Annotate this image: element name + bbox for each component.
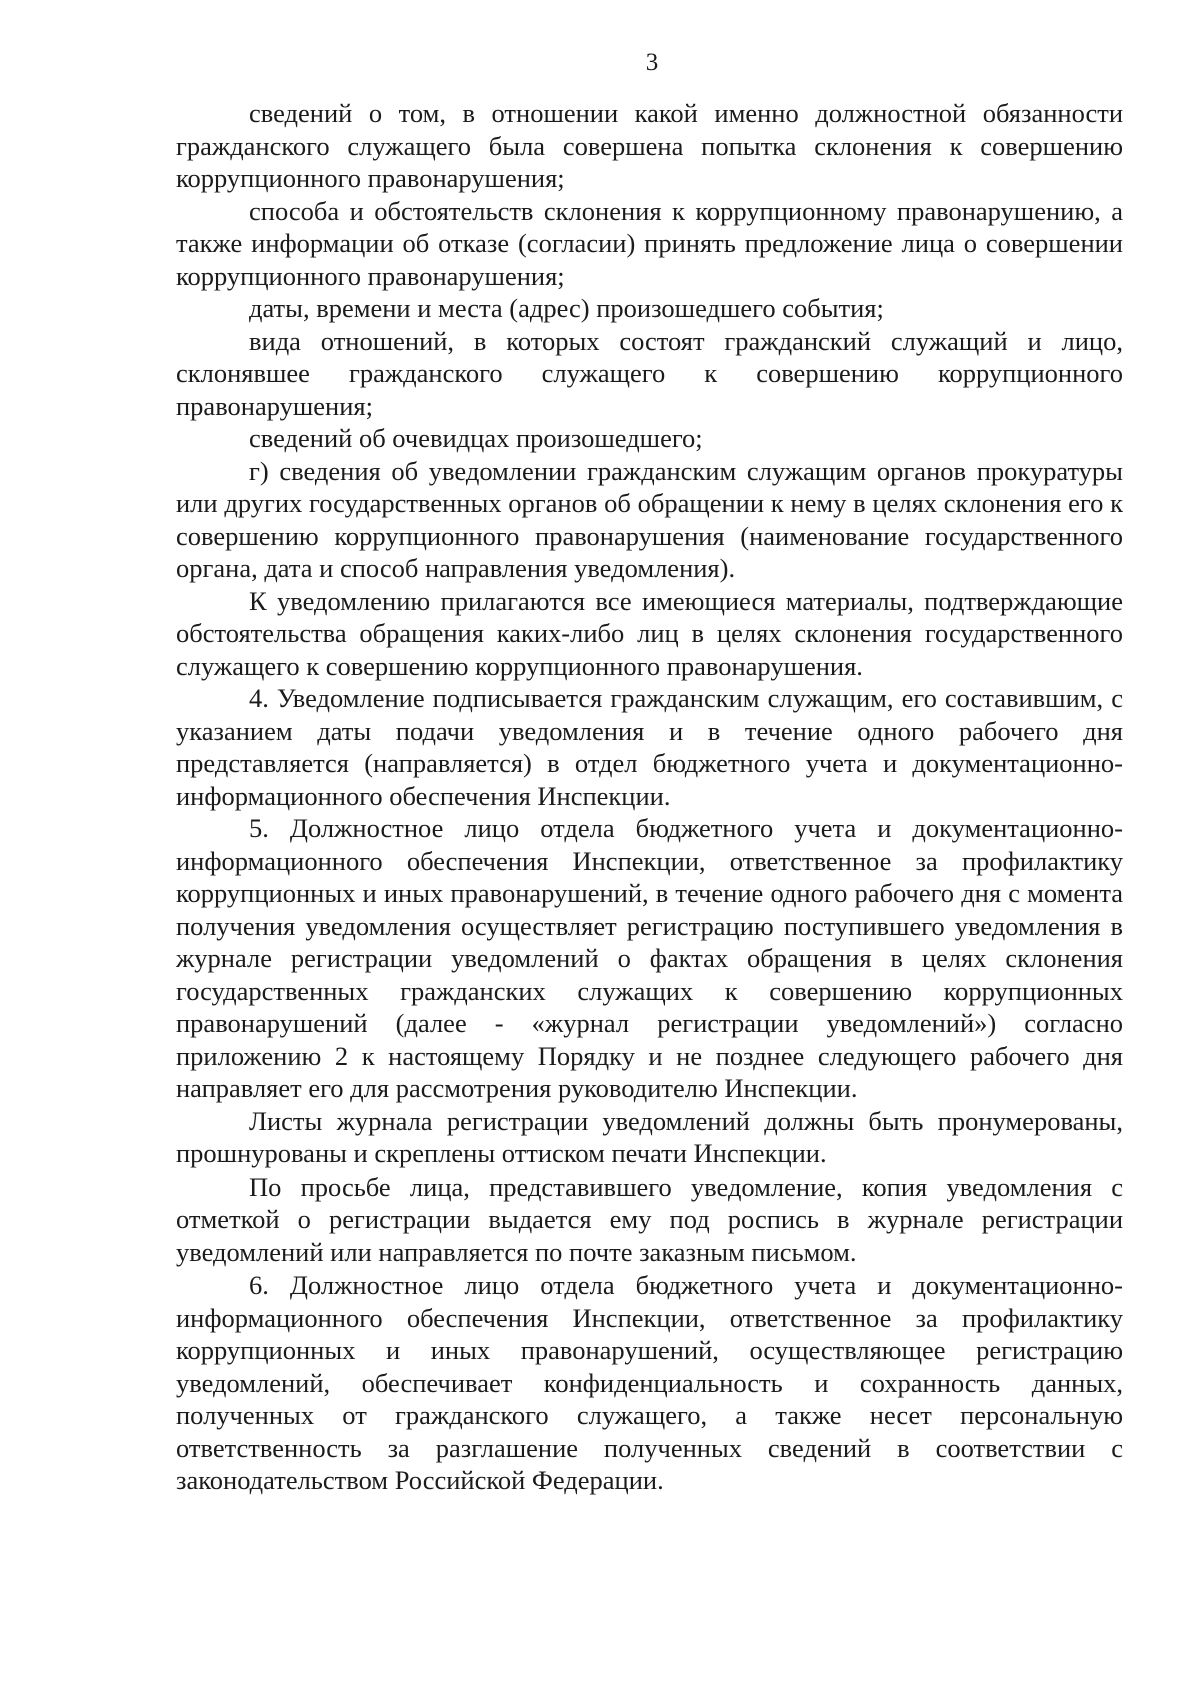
paragraph-item-5: 5. Должностное лицо отдела бюджетного учета и документационно-информационного обеспечения Инспекции, ответственное за профилактику коррупционных и иных правонарушений, в течение одного рабочего дня с момента получения уведомления осуществляет регистрацию поступившего уведомления в журнале регистрации уведомлений о фактах обращения в целях склонения государственных гражданских служащих к совершению коррупционных правонарушений (далее - «журнал регистрации уведомлений») согласно приложению 2 к настоящему Порядку и не позднее следующего рабочего дня направляет его для рассмотрения руководителю Инспекции. (176, 813, 1123, 1103)
paragraph-attached-materials: К уведомлению прилагаются все имеющиеся материалы, подтверждающие обстоятельства обращения каких-либо лиц в целях склонения государственного служащего к совершению коррупционного правонарушения. (176, 585, 1123, 681)
paragraph-method-circumstances: способа и обстоятельств склонения к коррупционному правонарушению, а также информации об отказе (согласии) принять предложение лица о совершении коррупционного правонарушения; (176, 195, 1123, 291)
paragraph-notification-bodies: г) сведения об уведомлении гражданским служащим органов прокуратуры или других государственных органов об обращении к нему в целях склонения его к совершению коррупционного правонарушения (наименование государственного органа, дата и способ направления уведомления). (176, 455, 1123, 583)
paragraph-item-6: 6. Должностное лицо отдела бюджетного учета и документационно-информационного обеспечения Инспекции, ответственное за профилактику коррупционных и иных правонарушений, осуществляющее регистрацию уведомлений, обеспечивает конфиденциальность и сохранность данных, полученных от гражданского служащего, а также несет персональную ответственность за разглашение полученных сведений в соответствии с законодательством Российской Федерации. (176, 1270, 1123, 1495)
paragraph-item-4: 4. Уведомление подписывается гражданским служащим, его составившим, с указанием даты подачи уведомления и в течение одного рабочего дня представляется (направляется) в отдел бюджетного учета и документационно-информационного обеспечения Инспекции. (176, 683, 1123, 811)
paragraph-journal-sheets: Листы журнала регистрации уведомлений должны быть пронумерованы, прошнурованы и скреплены оттиском печати Инспекции. (176, 1105, 1123, 1168)
paragraph-official-duty: сведений о том, в отношении какой именно должностной обязанности гражданского служащего была совершена попытка склонения к совершению коррупционного правонарушения; (176, 98, 1123, 193)
paragraph-relations-type: вида отношений, в которых состоят гражданский служащий и лицо, склонявшее гражданского служащего к совершению коррупционного правонарушения; (176, 325, 1123, 421)
paragraph-copy-request: По просьбе лица, представившего уведомление, копия уведомления с отметкой о регистрации выдается ему под роспись в журнале регистрации уведомлений или направляется по почте заказным письмом. (176, 1171, 1123, 1267)
paragraph-date-time-place: даты, времени и места (адрес) произошедшего события; (249, 293, 884, 323)
paragraph-witnesses: сведений об очевидцах произошедшего; (249, 423, 703, 453)
page-number: 3 (645, 49, 659, 76)
document-body (176, 97, 1123, 1497)
